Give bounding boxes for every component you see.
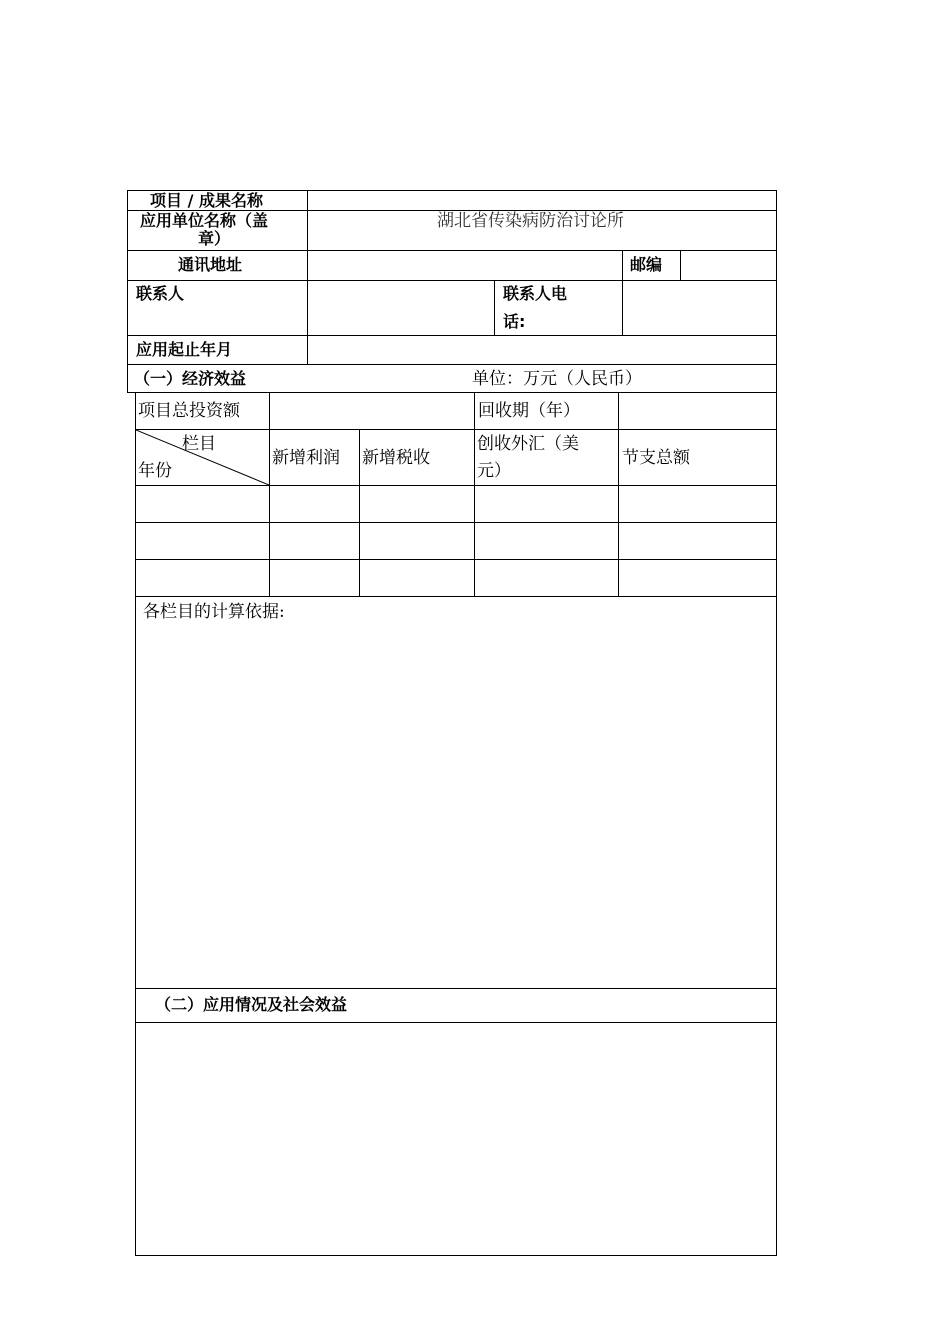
table-row bbox=[136, 486, 269, 522]
table-cell[interactable] bbox=[475, 523, 618, 559]
social-benefit-field[interactable] bbox=[140, 1028, 770, 1250]
unit-note: 单位：万元（人民币） bbox=[472, 369, 642, 389]
project-name-label: 项目 / 成果名称 bbox=[150, 191, 263, 210]
table-cell[interactable] bbox=[475, 486, 618, 522]
diag-header-columns: 栏目 bbox=[182, 434, 216, 454]
calculation-basis-field[interactable] bbox=[140, 626, 770, 981]
calculation-basis-label: 各栏目的计算依据: bbox=[143, 602, 285, 622]
diag-header-years: 年份 bbox=[138, 461, 172, 481]
address-label: 通讯地址 bbox=[178, 255, 243, 274]
table-cell[interactable] bbox=[360, 560, 474, 596]
postcode-label: 邮编 bbox=[630, 255, 663, 274]
table-cell[interactable] bbox=[270, 523, 359, 559]
table-row bbox=[136, 560, 269, 596]
table-cell[interactable] bbox=[360, 486, 474, 522]
contact-label: 联系人 bbox=[136, 284, 185, 303]
table-cell[interactable] bbox=[619, 560, 776, 596]
table-cell[interactable] bbox=[270, 486, 359, 522]
unit-label-line1: 应用单位名称（盖 bbox=[140, 211, 269, 230]
table-cell[interactable] bbox=[360, 523, 474, 559]
col-forex-line1: 创收外汇（美 bbox=[477, 434, 579, 454]
col-new-tax: 新增税收 bbox=[362, 448, 430, 468]
economic-section-title: （一）经济效益 bbox=[134, 369, 247, 388]
col-savings-total: 节支总额 bbox=[622, 448, 690, 468]
table-cell[interactable] bbox=[475, 560, 618, 596]
contact-phone-label-line1: 联系人电 bbox=[503, 284, 568, 303]
period-label: 应用起止年月 bbox=[136, 340, 233, 359]
unit-label-line2: 章） bbox=[198, 229, 231, 248]
table-cell[interactable] bbox=[619, 523, 776, 559]
table-cell[interactable] bbox=[270, 560, 359, 596]
unit-name-value[interactable]: 湖北省传染病防治讨论所 bbox=[437, 211, 624, 231]
table-row bbox=[136, 523, 269, 559]
contact-phone-label-line2: 话: bbox=[503, 312, 526, 331]
total-investment-label: 项目总投资额 bbox=[138, 401, 240, 421]
payback-label: 回收期（年） bbox=[478, 401, 580, 421]
table-cell[interactable] bbox=[619, 486, 776, 522]
col-new-profit: 新增利润 bbox=[272, 448, 340, 468]
col-forex-line2: 元） bbox=[477, 461, 511, 481]
social-section-title: （二）应用情况及社会效益 bbox=[155, 995, 348, 1014]
